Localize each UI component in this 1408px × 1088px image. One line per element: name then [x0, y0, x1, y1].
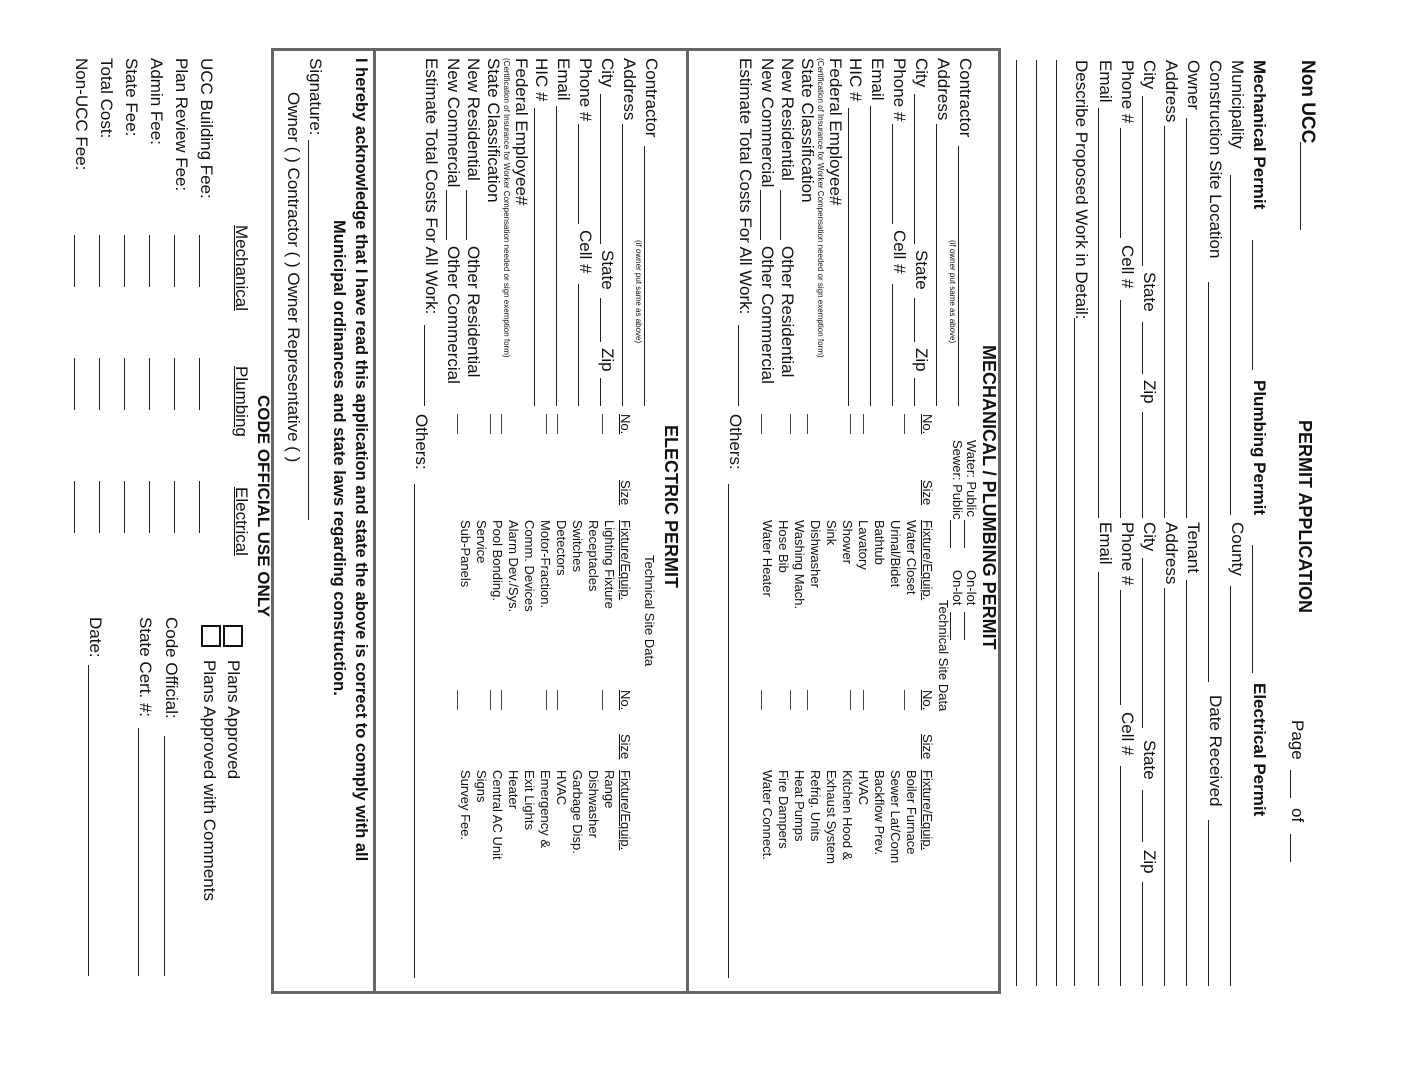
el-other-com-label: Other Commercial: [444, 246, 463, 384]
water-public-field[interactable]: [964, 520, 965, 548]
plans-approved-checkbox[interactable]: [223, 625, 243, 647]
el-cell-label: Cell #: [576, 230, 595, 274]
mp-email-field[interactable]: [870, 106, 871, 406]
tenant-cell-field[interactable]: [1120, 766, 1121, 986]
electrical-permit-label: Electrical Permit: [1250, 683, 1269, 817]
owner-zip-field[interactable]: [1142, 412, 1143, 518]
plans-approved-label: Plans Approved: [224, 660, 243, 780]
code-official-label: Code Official:: [162, 617, 181, 719]
tenant-state-field[interactable]: [1142, 790, 1143, 842]
el-email-field[interactable]: [556, 106, 557, 406]
mp-estimate-field[interactable]: [738, 325, 739, 406]
fixture-item: Sink: [824, 520, 839, 546]
owner-city-label: City: [1140, 60, 1159, 90]
fixture-item: Lighting Fixture: [602, 520, 617, 609]
fixture-item: Heat Pumps: [792, 770, 807, 842]
owner-cell-label: Cell #: [1118, 245, 1137, 289]
municipality-field[interactable]: [1230, 175, 1231, 515]
mp-other-com-label: Other Commercial: [758, 246, 777, 384]
el-contractor-label: Contractor: [642, 58, 661, 138]
mp-owner-note: (if owner put same as above): [948, 240, 957, 344]
el-phone-label: Phone #: [576, 58, 595, 122]
el-tech-site-label: Technical Site Data: [642, 555, 657, 667]
fixture-item: Backflow Prev.: [872, 770, 887, 856]
fixture-item: HVAC: [554, 770, 569, 806]
fixture-item: Service: [474, 520, 489, 564]
tenant-address-field[interactable]: [1164, 588, 1165, 986]
mp-no-header-2: No.: [920, 690, 935, 711]
fixture-item: Dishwasher: [808, 520, 823, 588]
mp-electric-divider: [686, 48, 689, 994]
page-number-field[interactable]: [1290, 770, 1291, 798]
page-total-field[interactable]: [1290, 834, 1291, 862]
mp-others-label: Others:: [726, 414, 745, 470]
describe-work-label: Describe Proposed Work in Detail:: [1072, 60, 1091, 320]
fixture-item: Survey Fee.: [458, 770, 473, 841]
date-received-label: Date Received: [1206, 695, 1225, 807]
sewer-onlot-label: On-lot: [950, 570, 965, 606]
mp-state-class-label: State Classification: [798, 58, 817, 203]
owner-city-field[interactable]: [1142, 96, 1143, 266]
el-hic-label: HIC #: [532, 58, 551, 102]
mp-size-header: Size: [920, 480, 935, 506]
el-state-field[interactable]: [600, 298, 601, 342]
el-city-label: City: [598, 58, 617, 88]
tenant-city-label: City: [1140, 522, 1159, 552]
fixture-item: Pool Bonding.: [490, 520, 505, 601]
owner-phone-field[interactable]: [1120, 128, 1121, 238]
fixture-item: HVAC: [856, 770, 871, 806]
mp-section-title: MECHANICAL / PLUMBING PERMIT: [979, 345, 999, 650]
county-field[interactable]: [1230, 586, 1231, 986]
fixture-item: Refrig. Units: [808, 770, 823, 842]
mp-state-label: State: [912, 250, 931, 290]
el-fixture-header-2: Fixture/Equip.: [618, 770, 633, 851]
el-address-label: Address: [620, 58, 639, 121]
acknowledge-line-2: Municipal ordinances and state laws regarding construction.: [330, 220, 348, 696]
tenant-field[interactable]: [1186, 580, 1187, 986]
mp-new-com-field[interactable]: [760, 190, 761, 240]
fixture-item: Heater: [506, 770, 521, 810]
mechanical-permit-label: Mechanical Permit: [1250, 60, 1269, 210]
mp-new-res-label: New Residential: [778, 58, 797, 181]
mechanical-permit-field[interactable]: [1252, 240, 1253, 370]
fixture-item: Detectors: [554, 520, 569, 576]
mp-fixture-header-2: Fixture/Equip.: [920, 770, 935, 851]
describe-work-line-4[interactable]: [1016, 60, 1017, 986]
fixture-item: Water Closet: [904, 520, 919, 595]
mp-estimate-label: Estimate Total Costs For All Work:: [736, 58, 755, 315]
fixture-item: Central AC Unit: [490, 770, 505, 860]
mp-email-label: Email: [868, 58, 887, 101]
tenant-zip-label: Zip: [1140, 850, 1159, 874]
mp-others-field[interactable]: [728, 484, 729, 978]
fixture-item: Hose Bib: [776, 520, 791, 573]
fixture-item: Emergency &: [538, 770, 553, 849]
mp-cell-field[interactable]: [892, 284, 893, 406]
mp-contractor-field[interactable]: [958, 146, 959, 406]
owner-email-field[interactable]: [1098, 108, 1099, 518]
state-cert-label: State Cert. #:: [136, 617, 155, 718]
total-cost-label: Total Cost:: [97, 58, 116, 139]
of-label: of: [1288, 808, 1307, 823]
mp-tech-site-label: Technical Site Data: [936, 600, 951, 712]
fixture-item: Urinal/Bidet: [888, 520, 903, 588]
mp-no-header: No.: [920, 414, 935, 435]
el-new-com-field[interactable]: [446, 190, 447, 240]
el-state-class-label: State Classification: [484, 58, 503, 203]
el-federal-label: Federal Employee#: [512, 58, 531, 206]
el-zip-label: Zip: [598, 348, 617, 372]
el-state-label: State: [598, 250, 617, 290]
mp-phone-label: Phone #: [890, 58, 909, 122]
tenant-cell-label: Cell #: [1118, 712, 1137, 756]
el-contractor-field[interactable]: [644, 146, 645, 406]
sewer-public-label: Sewer: Public: [950, 440, 965, 520]
construction-site-field[interactable]: [1208, 282, 1209, 682]
el-hic-field[interactable]: [534, 108, 535, 406]
official-electrical-label: Electrical: [232, 487, 251, 556]
fixture-item: Alarm Dev./Sys.: [506, 520, 521, 613]
el-estimate-label: Estimate Total Costs For All Work:: [422, 58, 441, 315]
el-size-header-2: Size: [618, 734, 633, 760]
owner-cell-field[interactable]: [1120, 300, 1121, 518]
mp-state-field[interactable]: [914, 298, 915, 342]
owner-state-label: State: [1140, 272, 1159, 312]
mp-new-res-field[interactable]: [780, 190, 781, 240]
owner-zip-label: Zip: [1140, 380, 1159, 404]
el-other-res-label: Other Residential: [464, 246, 483, 378]
owner-label: Owner: [1184, 60, 1203, 111]
el-estimate-field[interactable]: [424, 325, 425, 406]
el-new-com-label: New Commercial: [444, 58, 463, 188]
signature-label: Signature:: [306, 58, 325, 136]
electric-ack-divider: [373, 48, 376, 994]
tenant-label: Tenant: [1184, 522, 1203, 574]
fixture-item: Receptacles: [586, 520, 601, 592]
signature-field[interactable]: [308, 140, 309, 520]
mp-phone-field[interactable]: [892, 124, 893, 224]
construction-site-label: Construction Site Location: [1206, 60, 1225, 259]
tenant-state-label: State: [1140, 740, 1159, 780]
mp-cert-note: (Certification of Insurance for Worker Compensation needed or sign exemption form): [816, 58, 825, 358]
fixture-item: Garbage Disp.: [570, 770, 585, 854]
describe-work-line-1[interactable]: [1074, 318, 1075, 986]
fixture-item: Fire Dampers: [776, 770, 791, 849]
plans-approved-comments-label: Plans Approved with Comments: [200, 660, 219, 901]
fixture-item: Exhaust System: [824, 770, 839, 864]
mp-zip-field[interactable]: [914, 378, 915, 406]
page-title: PERMIT APPLICATION: [1295, 420, 1315, 613]
date-field[interactable]: [88, 665, 89, 976]
fixture-item: Dishwasher: [586, 770, 601, 838]
owner-state-field[interactable]: [1142, 322, 1143, 374]
tenant-address-label: Address: [1162, 522, 1181, 585]
el-size-header: Size: [618, 480, 633, 506]
fixture-item: Boiler Furnace: [904, 770, 919, 855]
tenant-city-field[interactable]: [1142, 558, 1143, 728]
fixture-item: Lavatory: [856, 520, 871, 570]
official-plumbing-label: Plumbing: [232, 366, 251, 437]
official-use-title: CODE OFFICIAL USE ONLY: [254, 395, 273, 617]
mp-hic-field[interactable]: [848, 108, 849, 406]
el-phone-field[interactable]: [578, 124, 579, 224]
owner-email-label: Email: [1096, 60, 1115, 103]
fixture-item: Sub-Panels: [458, 520, 473, 588]
fixture-item: Comm. Devices: [522, 520, 537, 612]
date-received-field[interactable]: [1208, 820, 1209, 986]
code-official-field[interactable]: [164, 736, 165, 976]
mp-contractor-label: Contractor: [956, 58, 975, 138]
el-others-field[interactable]: [414, 484, 415, 978]
fixture-item: Water Heater: [760, 520, 775, 597]
el-cell-field[interactable]: [578, 284, 579, 406]
water-public-label: Water: Public: [964, 440, 979, 517]
fixture-item: Switches: [570, 520, 585, 573]
non-ucc-label: Non UCC: [1297, 60, 1318, 144]
fixture-item: Motor-Fraction.: [538, 520, 553, 609]
el-no-header-2: No.: [618, 690, 633, 711]
fixture-item: Range: [602, 770, 617, 809]
describe-work-line-2[interactable]: [1056, 60, 1057, 986]
tenant-phone-label: Phone #: [1118, 522, 1137, 586]
fixture-item: Signs: [474, 770, 489, 803]
el-new-res-field[interactable]: [466, 190, 467, 240]
mp-new-com-label: New Commercial: [758, 58, 777, 188]
fixture-item: Bathtub: [872, 520, 887, 565]
page-label: Page: [1288, 720, 1307, 760]
tenant-email-label: Email: [1096, 522, 1115, 565]
non-ucc-fee-label: Non-UCC Fee:: [72, 58, 91, 171]
signer-role-options[interactable]: Owner ( ) Contractor ( ) Owner Representative ( ): [284, 92, 303, 463]
el-no-header: No.: [618, 414, 633, 435]
mp-city-label: City: [912, 58, 931, 88]
el-zip-field[interactable]: [600, 378, 601, 406]
el-cert-note: (Certification of Insurance for Worker Compensation needed or sign exemption form): [502, 58, 511, 358]
admin-fee-label: Admin Fee:: [147, 58, 166, 145]
owner-address-field[interactable]: [1164, 126, 1165, 518]
el-fixture-header: Fixture/Equip.: [618, 520, 633, 601]
fixture-item: Sewer Lat/Conn: [888, 770, 903, 864]
mp-federal-label: Federal Employee#: [826, 58, 845, 206]
describe-work-line-3[interactable]: [1036, 60, 1037, 986]
owner-field[interactable]: [1186, 118, 1187, 518]
mp-address-label: Address: [934, 58, 953, 121]
mp-hic-label: HIC #: [846, 58, 865, 102]
tenant-zip-field[interactable]: [1142, 882, 1143, 986]
county-label: County: [1228, 522, 1247, 576]
el-address-field[interactable]: [622, 124, 623, 406]
ucc-fee-label: UCC Building Fee:: [197, 58, 216, 199]
water-onlot-field[interactable]: [964, 612, 965, 640]
plumbing-permit-label: Plumbing Permit: [1250, 380, 1269, 516]
mp-address-field[interactable]: [936, 124, 937, 406]
official-mechanical-label: Mechanical: [232, 225, 251, 311]
fixture-item: Washing Mach.: [792, 520, 807, 610]
el-others-label: Others:: [412, 414, 431, 470]
state-cert-field[interactable]: [138, 728, 139, 976]
owner-phone-label: Phone #: [1118, 60, 1137, 124]
fixture-item: Water Connect.: [760, 770, 775, 860]
municipality-label: Municipality: [1228, 60, 1247, 149]
mp-fixture-header: Fixture/Equip.: [920, 520, 935, 601]
el-email-label: Email: [554, 58, 573, 101]
fixture-item: Shower: [840, 520, 855, 565]
el-city-field[interactable]: [600, 94, 601, 244]
state-fee-label: State Fee:: [122, 58, 141, 137]
mp-city-field[interactable]: [914, 94, 915, 244]
mp-size-header-2: Size: [920, 734, 935, 760]
mp-cell-label: Cell #: [890, 230, 909, 274]
mp-other-res-label: Other Residential: [778, 246, 797, 378]
plumbing-permit-field[interactable]: [1252, 545, 1253, 673]
fixture-item: Exit Lights: [522, 770, 537, 830]
tenant-phone-field[interactable]: [1120, 590, 1121, 705]
owner-address-label: Address: [1162, 60, 1181, 123]
non-ucc-field[interactable]: [1300, 142, 1301, 230]
tenant-email-field[interactable]: [1098, 572, 1099, 986]
date-label: Date:: [86, 617, 105, 658]
el-new-res-label: New Residential: [464, 58, 483, 181]
electric-section-title: ELECTRIC PERMIT: [661, 425, 681, 589]
mp-zip-label: Zip: [912, 348, 931, 372]
water-onlot-label: On-lot: [964, 570, 979, 606]
plans-approved-comments-checkbox[interactable]: [201, 625, 221, 647]
fixture-item: Kitchen Hood &: [840, 770, 855, 861]
sewer-public-field[interactable]: [950, 520, 951, 548]
plan-review-fee-label: Plan Review Fee:: [172, 58, 191, 192]
el-owner-note: (if owner put same as above): [634, 240, 643, 344]
acknowledge-line-1: I hereby acknowledge that I have read this application and state the above is correct to comply with all: [352, 58, 370, 862]
